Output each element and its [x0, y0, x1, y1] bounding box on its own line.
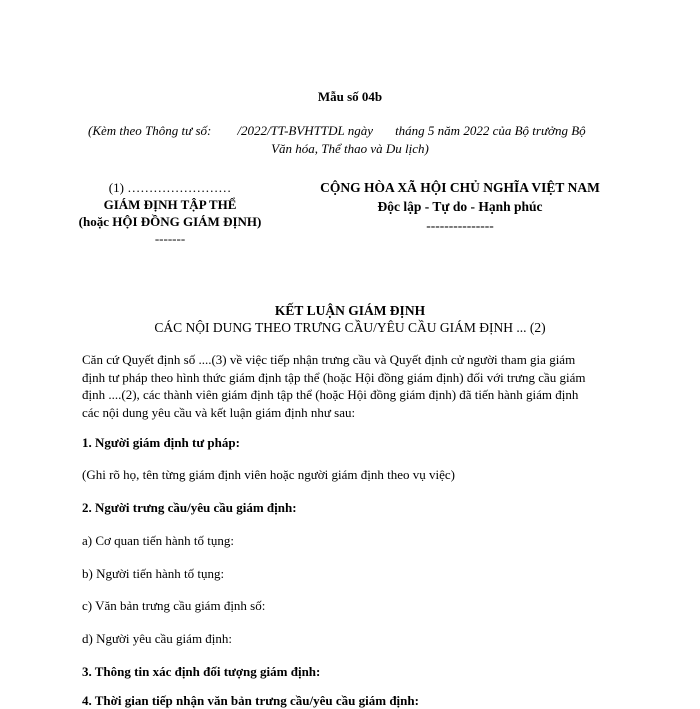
- form-number: Mẫu số 04b: [317, 89, 383, 104]
- issuing-body-block: [78, 179, 262, 247]
- intro-paragraph: [82, 351, 622, 421]
- issuing-body-name: GIÁM ĐỊNH TẬP THỂ: [103, 197, 237, 212]
- section-2-item-a: a) Cơ quan tiến hành tố tụng:: [82, 533, 235, 548]
- motto-separator: ---------------: [426, 218, 494, 233]
- issuing-body-separator: -------: [154, 231, 186, 246]
- section-2-item-b: b) Người tiến hành tố tụng:: [82, 566, 225, 581]
- national-motto-block: [270, 178, 650, 235]
- section-3-title: 3. Thông tin xác định đối tượng giám định:: [82, 664, 321, 679]
- intro-line: các nội dung yêu cầu và kết luận giám định như sau:: [82, 404, 356, 420]
- section-2-item-d: d) Người yêu cầu giám định:: [82, 631, 233, 646]
- intro-line: Căn cứ Quyết định số ....(3) về việc tiếp nhận trưng cầu và Quyết định cử người tham gia giám: [82, 352, 576, 367]
- section-1-title: 1. Người giám định tư pháp:: [82, 435, 240, 450]
- country-name: CỘNG HÒA XÃ HỘI CHỦ NGHĨA VIỆT NAM: [320, 180, 600, 195]
- circular-reference-part3: tháng 5 năm 2022 của Bộ trưởng Bộ: [395, 123, 586, 138]
- circular-reference-part2: /2022/TT-BVHTTDL ngày: [237, 123, 374, 138]
- document-title: KẾT LUẬN GIÁM ĐỊNH: [274, 303, 426, 318]
- circular-reference-line1: [88, 123, 586, 139]
- section-1-note: (Ghi rõ họ, tên từng giám định viên hoặc người giám định theo vụ việc): [82, 467, 455, 482]
- circular-reference-line2: Văn hóa, Thể thao và Du lịch): [271, 141, 429, 156]
- section-2-title: 2. Người trưng cầu/yêu cầu giám định:: [82, 500, 297, 515]
- issuing-body-alt-name: (hoặc HỘI ĐỒNG GIÁM ĐỊNH): [78, 214, 262, 229]
- intro-line: định ....(2), các thành viên giám định tập thể (hoặc Hội đồng giám định) đã tiến hành giám định: [82, 387, 579, 402]
- document-subtitle: CÁC NỘI DUNG THEO TRƯNG CẦU/YÊU CẦU GIÁM ĐỊNH ... (2): [154, 320, 546, 335]
- circular-reference-part1: (Kèm theo Thông tư số:: [88, 123, 212, 138]
- intro-line: định tư pháp theo hình thức giám định tập thể (hoặc Hội đồng giám định) đối với trưng cầu giám: [82, 369, 586, 385]
- section-4-title: 4. Thời gian tiếp nhận văn bản trưng cầu/yêu cầu giám định:: [82, 693, 419, 708]
- national-motto: Độc lập - Tự do - Hạnh phúc: [377, 199, 543, 214]
- section-2-item-c: c) Văn bản trưng cầu giám định số:: [82, 598, 266, 613]
- issuing-body-placeholder: (1) ……………………: [108, 180, 232, 195]
